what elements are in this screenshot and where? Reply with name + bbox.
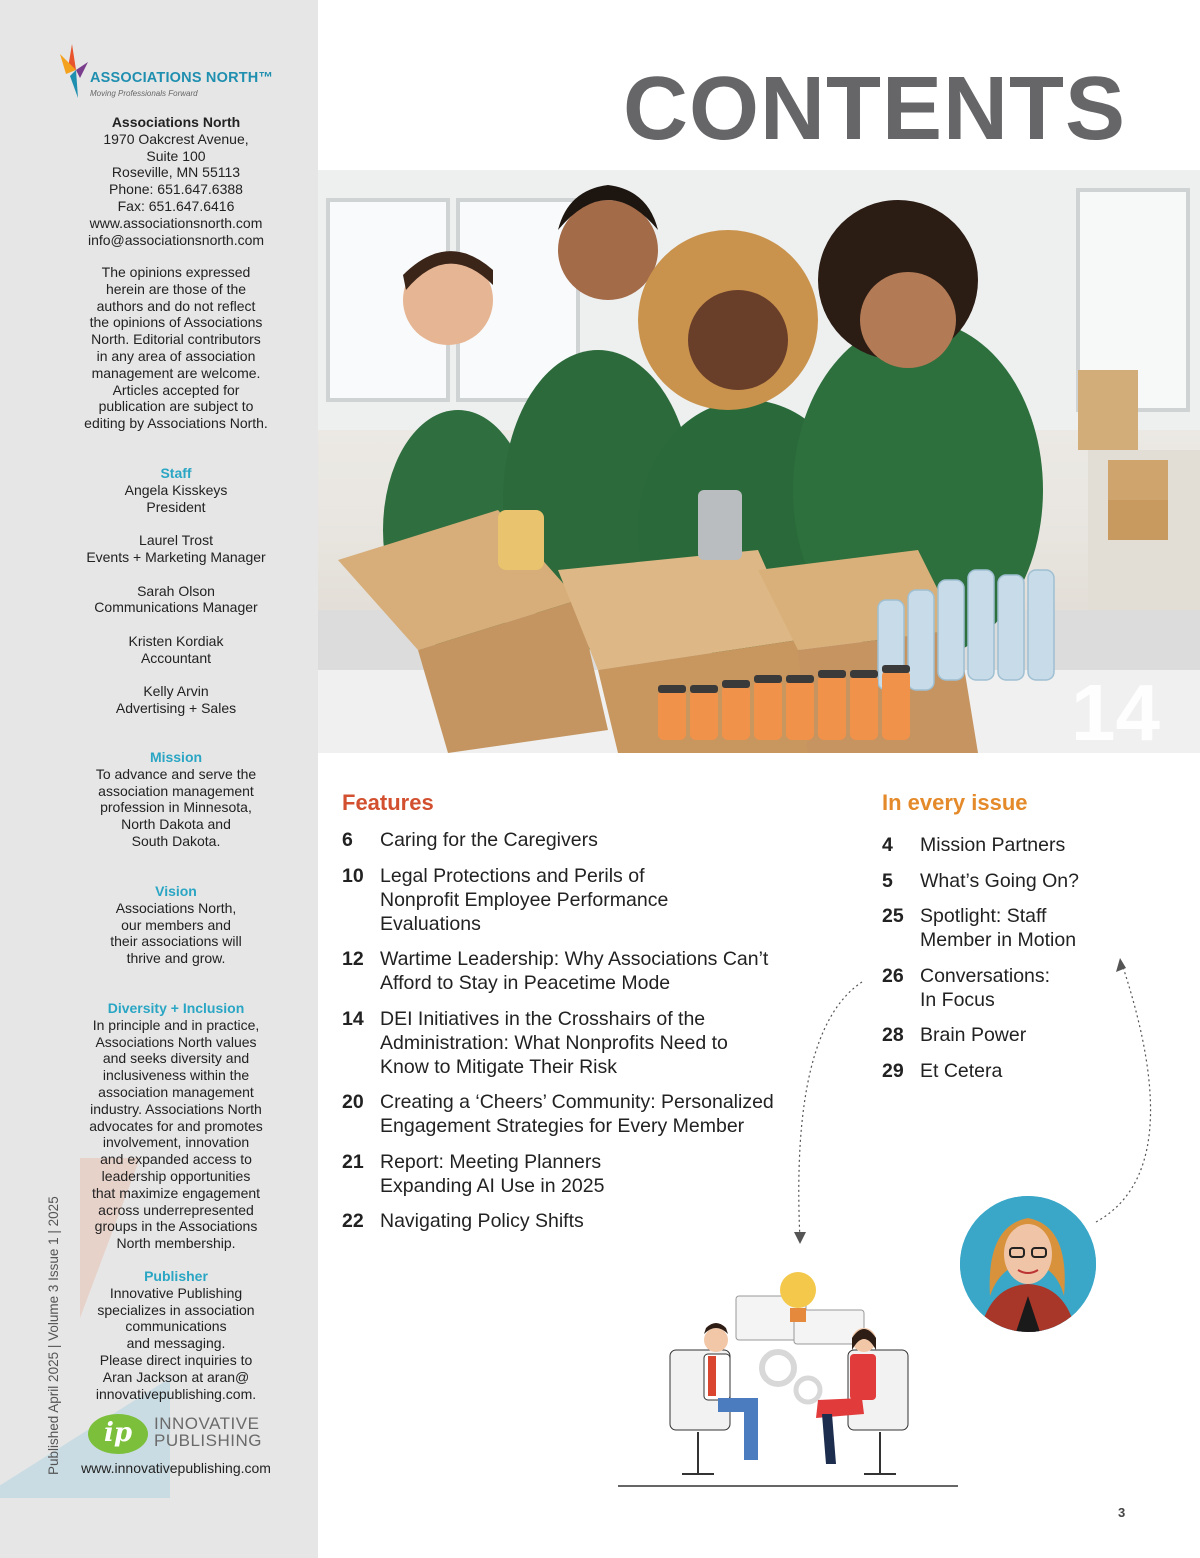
in-every-issue-heading: In every issue [882, 790, 1028, 815]
disclaimer-line: in any area of association [96, 347, 256, 364]
conversation-illustration [618, 1268, 958, 1490]
staff-role: Accountant [140, 649, 212, 666]
toc-item[interactable] [342, 1209, 782, 1233]
toc-title: Et Cetera [920, 1059, 1003, 1082]
diversity-line: industry. Associations North [90, 1100, 262, 1117]
mission-line: profession in Minnesota, [100, 799, 252, 816]
person-portrait-icon [960, 1196, 1096, 1332]
address-suite: Suite 100 [146, 147, 206, 164]
ip-logo-mark: ip [88, 1414, 148, 1454]
phone: Phone: 651.647.6388 [109, 181, 243, 198]
diversity-line: advocates for and promotes [89, 1117, 263, 1134]
toc-title: Wartime Leadership: Why Associations Can’t Afford to Stay in Peacetime Mode [380, 948, 769, 994]
toc-page-number: 28 [882, 1024, 904, 1046]
associations-north-logo [58, 40, 298, 104]
publisher-line: communications [125, 1318, 227, 1335]
publisher-website-link[interactable]: www.innovativepublishing.com [81, 1460, 271, 1476]
spotlight-portrait[interactable] [960, 1196, 1096, 1332]
volunteers-illustration [318, 170, 1200, 753]
address-city: Roseville, MN 55113 [111, 164, 241, 181]
vision-line: thrive and grow. [126, 950, 226, 967]
toc-title: Creating a ‘Cheers’ Community: Personalized Engagement Strategies for Every Member [380, 1091, 774, 1137]
diversity-line: across underrepresented [98, 1201, 254, 1218]
arrow-up-icon [1116, 958, 1126, 972]
disclaimer-line: publication are subject to [98, 398, 254, 415]
diversity-line: Associations North values [95, 1033, 257, 1050]
toc-page-number: 20 [342, 1091, 364, 1113]
diversity-line: involvement, innovation [102, 1134, 250, 1151]
diversity-line: and expanded access to [100, 1151, 252, 1168]
vision-section [34, 883, 318, 967]
fax: Fax: 651.647.6416 [117, 197, 235, 214]
disclaimer-line: Articles accepted for [112, 381, 240, 398]
toc-item[interactable] [342, 947, 782, 995]
toc-item[interactable] [342, 1090, 782, 1138]
publisher-line: Innovative Publishing [109, 1284, 243, 1301]
publisher-line: Please direct inquiries to [99, 1351, 253, 1368]
staff-name: Kristen Kordiak [128, 632, 224, 649]
toc-page-number: 12 [342, 948, 364, 970]
diversity-line: groups in the Associations [94, 1218, 258, 1235]
staff-role: Advertising + Sales [115, 700, 237, 717]
disclaimer-line: management are welcome. [91, 364, 261, 381]
toc-item[interactable] [882, 869, 1122, 893]
email-link[interactable]: info@associationsnorth.com [87, 231, 265, 248]
address-block [34, 114, 318, 248]
diversity-line: leadership opportunities [101, 1167, 251, 1184]
toc-page-number: 10 [342, 864, 364, 887]
toc-item[interactable] [342, 1150, 782, 1198]
disclaimer-line: authors and do not reflect [96, 297, 256, 314]
toc-item[interactable] [882, 904, 1122, 952]
sidebar [0, 0, 318, 1558]
staff-role: Events + Marketing Manager [86, 548, 266, 565]
ip-logo-text [154, 1415, 262, 1449]
vision-heading: Vision [155, 883, 197, 899]
hero-page-number[interactable]: 14 [1071, 668, 1160, 753]
toc-title: DEI Initiatives in the Crosshairs of the Administration: What Nonprofits Need to Know to Mitigate Their Risk [380, 1007, 728, 1078]
mission-heading: Mission [149, 749, 203, 765]
toc-item[interactable] [342, 1007, 782, 1079]
diversity-section [34, 1000, 318, 1252]
features-list [342, 828, 782, 1245]
staff-name: Sarah Olson [137, 582, 215, 599]
toc-title: Navigating Policy Shifts [380, 1210, 584, 1232]
mission-line: North Dakota and [121, 816, 231, 833]
toc-title: What’s Going On? [920, 869, 1079, 892]
features-heading: Features [342, 790, 434, 815]
toc-title: Brain Power [920, 1024, 1027, 1046]
logo-name: ASSOCIATIONS NORTH™ [90, 70, 274, 86]
publisher-line: specializes in association [97, 1301, 255, 1318]
staff-role: President [146, 498, 206, 515]
toc-page-number: 29 [882, 1059, 904, 1082]
toc-item[interactable] [342, 864, 782, 936]
staff-role: Communications Manager [94, 599, 258, 616]
publisher-line: innovativepublishing.com. [95, 1385, 257, 1402]
disclaimer-line: editing by Associations North. [84, 415, 268, 432]
mission-line: South Dakota. [131, 832, 221, 849]
staff-section [34, 465, 318, 717]
publisher-line: Aran Jackson at aran@ [102, 1368, 250, 1385]
publisher-heading: Publisher [144, 1268, 208, 1284]
staff-name: Angela Kisskeys [124, 481, 228, 498]
disclaimer-line: herein are those of the [105, 280, 247, 297]
disclaimer-line: North. Editorial contributors [91, 331, 261, 348]
publisher-section [34, 1268, 318, 1402]
diversity-line: North membership. [116, 1235, 236, 1252]
toc-title: Report: Meeting Planners Expanding AI Use in 2025 [380, 1150, 605, 1197]
diversity-line: In principle and in practice, [92, 1016, 260, 1033]
vision-line: their associations will [110, 933, 242, 950]
toc-page-number: 22 [342, 1210, 364, 1232]
disclaimer [34, 264, 318, 432]
org-name: Associations North [111, 114, 241, 130]
staff-name: Laurel Trost [139, 532, 213, 549]
website-link[interactable]: www.associationsnorth.com [89, 214, 263, 231]
toc-page-number: 6 [342, 829, 353, 851]
disclaimer-line: The opinions expressed [101, 264, 251, 280]
diversity-line: that maximize engagement [91, 1184, 261, 1201]
staff-name: Kelly Arvin [143, 683, 209, 700]
toc-page-number: 21 [342, 1150, 364, 1173]
arrow-down-icon [794, 1232, 806, 1244]
ip-logo-line: PUBLISHING [154, 1431, 262, 1450]
mission-section [34, 749, 318, 850]
logo-mark-icon [58, 40, 92, 100]
publisher-line: and messaging. [126, 1335, 226, 1352]
toc-page-number: 4 [882, 834, 893, 856]
mission-line: association management [98, 782, 254, 799]
toc-page-number: 5 [882, 869, 893, 892]
toc-title: Legal Protections and Perils of Nonprofit Employee Performance Evaluations [380, 864, 669, 935]
page-number: 3 [1118, 1505, 1126, 1520]
toc-title: Caring for the Caregivers [380, 829, 598, 851]
toc-page-number: 26 [882, 964, 904, 987]
address-street: 1970 Oakcrest Avenue, [103, 130, 249, 147]
logo-tagline: Moving Professionals Forward [90, 89, 198, 98]
diversity-heading: Diversity + Inclusion [107, 1000, 245, 1016]
vision-line: Associations North, [115, 899, 237, 916]
toc-item[interactable] [882, 833, 1122, 857]
page-title: CONTENTS [623, 59, 1126, 159]
toc-title: Conversations: In Focus [920, 964, 1051, 1011]
diversity-line: inclusiveness within the [102, 1067, 250, 1084]
mission-line: To advance and serve the [95, 765, 257, 782]
toc-page-number: 25 [882, 905, 904, 927]
dotted-arrows [790, 950, 1190, 1250]
ip-logo-line: INNOVATIVE [154, 1414, 260, 1433]
vision-line: our members and [121, 916, 231, 933]
disclaimer-line: the opinions of Associations [89, 314, 263, 331]
toc-item[interactable] [342, 828, 782, 852]
toc-page-number: 14 [342, 1007, 364, 1030]
hero-photo [318, 170, 1200, 753]
publication-info: Published April 2025 | Volume 3 Issue 1 | 2025 [46, 1196, 61, 1475]
toc-title: Mission Partners [920, 834, 1066, 856]
diversity-line: association management [98, 1083, 254, 1100]
toc-title: Spotlight: Staff Member in Motion [920, 905, 1077, 951]
diversity-line: and seeks diversity and [102, 1050, 250, 1067]
staff-heading: Staff [160, 465, 192, 481]
innovative-publishing-logo [88, 1412, 288, 1456]
